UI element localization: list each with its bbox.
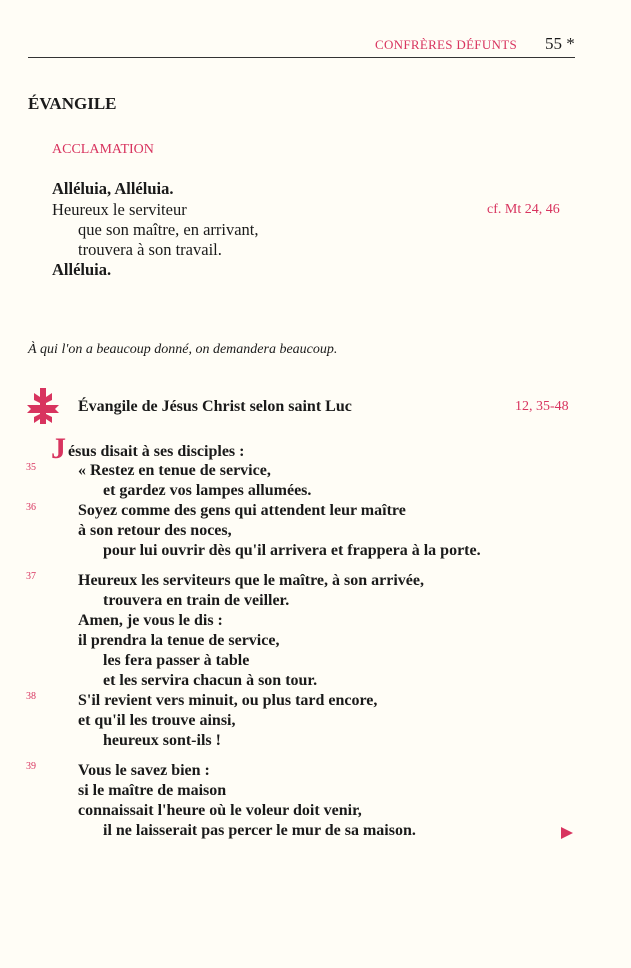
- gospel-line: connaissait l'heure où le voleur doit venir,: [78, 802, 362, 819]
- acclamation-line: que son maître, en arrivant,: [78, 220, 259, 239]
- running-header-title: CONFRÈRES DÉFUNTS: [375, 37, 517, 52]
- header-rule: [28, 57, 575, 58]
- verse-number: 39: [26, 761, 36, 772]
- gospel-line: il prendra la tenue de service,: [78, 632, 280, 649]
- gospel-line: et gardez vos lampes allumées.: [103, 482, 312, 499]
- gospel-line: ésus disait à ses disciples :: [68, 443, 245, 460]
- acclamation-reference: cf. Mt 24, 46: [487, 202, 560, 217]
- gospel-line: Amen, je vous le dis :: [78, 612, 223, 629]
- acclamation-line: Heureux le serviteur: [52, 200, 187, 219]
- gospel-line: il ne laisserait pas percer le mur de sa maison.: [103, 822, 416, 839]
- reading-summary: À qui l'on a beaucoup donné, on demandera beaucoup.: [28, 342, 338, 357]
- jerusalem-cross-icon: [27, 388, 59, 429]
- acclamation-line: trouvera à son travail.: [78, 240, 222, 259]
- gospel-line: heureux sont-ils !: [103, 732, 221, 749]
- acclamation-label: ACCLAMATION: [52, 142, 154, 157]
- gospel-line: et les servira chacun à son tour.: [103, 672, 318, 689]
- gospel-line: les fera passer à table: [103, 652, 250, 669]
- verse-number: 35: [26, 462, 36, 473]
- verse-number: 38: [26, 691, 36, 702]
- gospel-line: Vous le savez bien :: [78, 762, 210, 779]
- gospel-line: si le maître de maison: [78, 782, 227, 799]
- page-number: 55 *: [545, 34, 575, 53]
- acclamation-line: Alléluia, Alléluia.: [52, 179, 174, 198]
- gospel-reference: 12, 35-48: [515, 399, 569, 414]
- verse-number: 37: [26, 571, 36, 582]
- gospel-line: trouvera en train de veiller.: [103, 592, 290, 609]
- drop-cap: J: [51, 432, 66, 465]
- continue-arrow-icon: [561, 826, 573, 844]
- gospel-line: S'il revient vers minuit, ou plus tard encore,: [78, 692, 378, 709]
- gospel-line: Soyez comme des gens qui attendent leur maître: [78, 502, 406, 519]
- gospel-line: « Restez en tenue de service,: [78, 462, 271, 479]
- gospel-line: à son retour des noces,: [78, 522, 232, 539]
- gospel-line: Heureux les serviteurs que le maître, à son arrivée,: [78, 572, 424, 589]
- gospel-line: et qu'il les trouve ainsi,: [78, 712, 236, 729]
- verse-number: 36: [26, 502, 36, 513]
- acclamation-line: Alléluia.: [52, 260, 112, 279]
- gospel-line: pour lui ouvrir dès qu'il arrivera et frappera à la porte.: [103, 542, 481, 559]
- section-title: ÉVANGILE: [28, 94, 117, 113]
- gospel-title: Évangile de Jésus Christ selon saint Luc: [78, 398, 352, 415]
